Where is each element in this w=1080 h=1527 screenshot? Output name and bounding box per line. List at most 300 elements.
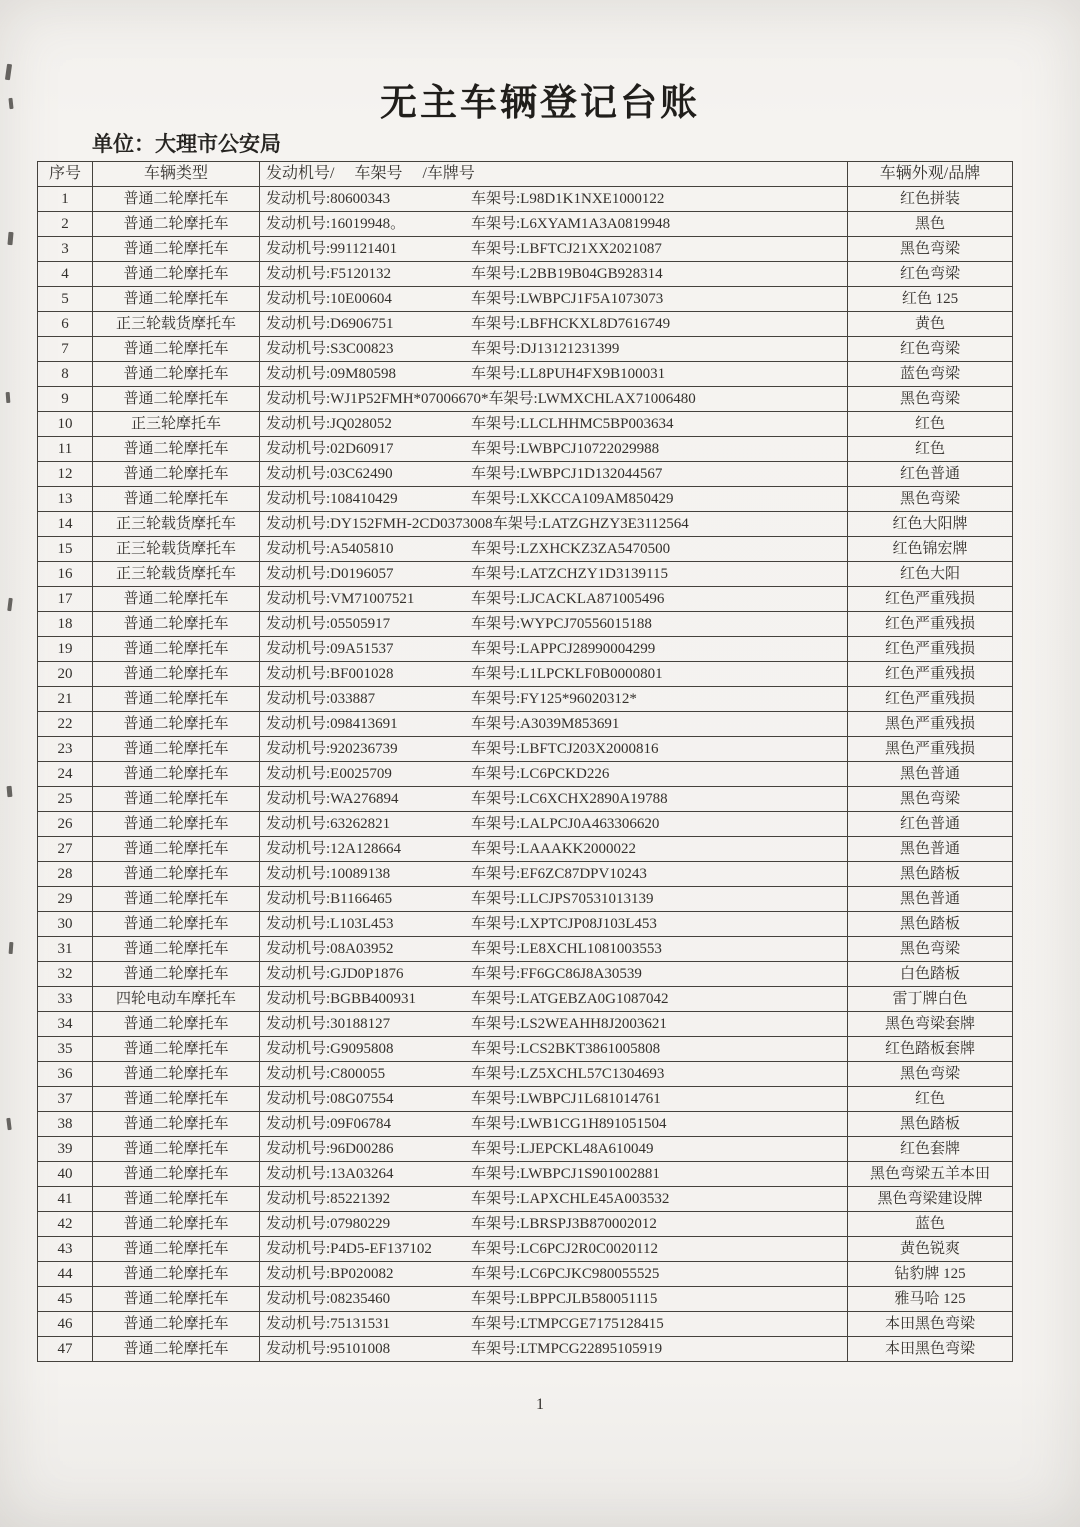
row-serial-number: 38 — [38, 1112, 93, 1137]
frame-number — [471, 716, 619, 733]
engine-prefix: 发动机号: — [266, 490, 331, 507]
engine-prefix: 发动机号: — [266, 340, 331, 357]
engine-prefix: 发动机号: — [266, 590, 331, 607]
engine-prefix: 发动机号: — [266, 390, 331, 407]
table-row — [38, 712, 1013, 737]
engine-prefix: 发动机号: — [266, 465, 331, 482]
engine-frame-cell — [260, 587, 848, 612]
engine-frame-cell — [260, 787, 848, 812]
frame-value: LWBPCJ1D132044567 — [520, 465, 663, 482]
frame-value: LBFTCJ203X2000816 — [520, 740, 659, 757]
vehicle-appearance: 红色严重残损 — [848, 612, 1013, 637]
table-row — [38, 1312, 1013, 1337]
engine-prefix: 发动机号: — [266, 1140, 331, 1157]
engine-number — [266, 416, 471, 433]
vehicle-appearance: 红色严重残损 — [848, 687, 1013, 712]
frame-prefix: 车架号: — [471, 715, 521, 732]
table-row — [38, 1162, 1013, 1187]
engine-number — [266, 1041, 471, 1058]
engine-prefix: 发动机号: — [266, 890, 331, 907]
frame-prefix: 车架号: — [471, 340, 521, 357]
vehicle-appearance: 红色大阳牌 — [848, 512, 1013, 537]
header-serial-number: 序号 — [38, 162, 93, 187]
engine-number — [266, 666, 471, 683]
engine-prefix: 发动机号: — [266, 1190, 331, 1207]
frame-number — [471, 966, 642, 983]
row-serial-number: 12 — [38, 462, 93, 487]
engine-frame-cell — [260, 1312, 848, 1337]
frame-value: DJ13121231399 — [520, 340, 620, 357]
frame-number — [471, 1216, 657, 1233]
frame-number — [489, 391, 696, 408]
frame-prefix: 车架号: — [471, 1215, 521, 1232]
engine-frame-cell — [260, 262, 848, 287]
engine-frame-cell — [260, 1112, 848, 1137]
vehicle-appearance: 白色踏板 — [848, 962, 1013, 987]
frame-value: LJEPCKL48A610049 — [520, 1140, 654, 1157]
engine-frame-cell — [260, 1287, 848, 1312]
frame-number — [471, 816, 659, 833]
engine-value: 08G07554 — [330, 1090, 394, 1107]
frame-number — [471, 241, 662, 258]
vehicle-appearance: 黑色弯梁 — [848, 937, 1013, 962]
frame-prefix: 车架号: — [471, 690, 521, 707]
engine-number — [266, 616, 471, 633]
row-serial-number: 32 — [38, 962, 93, 987]
row-serial-number: 31 — [38, 937, 93, 962]
frame-prefix: 车架号: — [471, 1015, 521, 1032]
frame-prefix: 车架号: — [471, 540, 521, 557]
vehicle-type: 普通二轮摩托车 — [93, 1337, 260, 1362]
engine-frame-cell — [260, 962, 848, 987]
vehicle-type: 普通二轮摩托车 — [93, 437, 260, 462]
row-serial-number: 26 — [38, 812, 93, 837]
frame-value: LAAAKK2000022 — [520, 840, 636, 857]
frame-number — [471, 1166, 660, 1183]
frame-prefix: 车架号: — [471, 190, 521, 207]
engine-number — [266, 791, 471, 808]
engine-frame-cell — [260, 887, 848, 912]
engine-number — [266, 741, 471, 758]
table-row — [38, 687, 1013, 712]
engine-frame-cell — [260, 1262, 848, 1287]
row-serial-number: 17 — [38, 587, 93, 612]
frame-prefix: 车架号: — [471, 1265, 521, 1282]
engine-prefix: 发动机号: — [266, 765, 331, 782]
frame-prefix: 车架号: — [488, 390, 538, 407]
engine-prefix: 发动机号: — [266, 665, 331, 682]
engine-value: 033887 — [330, 690, 376, 707]
engine-value: 098413691 — [330, 715, 398, 732]
engine-value: S3C00823 — [330, 340, 394, 357]
vehicle-appearance: 蓝色弯梁 — [848, 362, 1013, 387]
vehicle-type: 普通二轮摩托车 — [93, 362, 260, 387]
vehicle-appearance: 红色大阳 — [848, 562, 1013, 587]
frame-number — [471, 616, 652, 633]
engine-prefix: 发动机号: — [266, 940, 331, 957]
row-serial-number: 46 — [38, 1312, 93, 1337]
vehicle-appearance: 黑色普通 — [848, 762, 1013, 787]
frame-value: LWBPCJ10722029988 — [520, 440, 660, 457]
frame-prefix: 车架号: — [471, 1040, 521, 1057]
row-serial-number: 7 — [38, 337, 93, 362]
engine-number — [266, 391, 489, 408]
engine-frame-cell — [260, 812, 848, 837]
vehicle-type: 普通二轮摩托车 — [93, 212, 260, 237]
frame-value: LXKCCA109AM850429 — [520, 490, 674, 507]
frame-prefix: 车架号: — [471, 740, 521, 757]
row-serial-number: 2 — [38, 212, 93, 237]
engine-frame-cell — [260, 837, 848, 862]
engine-value: BF001028 — [330, 665, 394, 682]
engine-frame-cell — [260, 1012, 848, 1037]
vehicle-type: 普通二轮摩托车 — [93, 1112, 260, 1137]
page-title: 无主车辆登记台账 — [380, 83, 700, 124]
row-serial-number: 20 — [38, 662, 93, 687]
table-row — [38, 862, 1013, 887]
vehicle-appearance: 红色套牌 — [848, 1137, 1013, 1162]
frame-number — [471, 216, 670, 233]
frame-number — [471, 1116, 667, 1133]
frame-value: LWMXCHLAX71006480 — [537, 390, 696, 407]
engine-prefix: 发动机号: — [266, 990, 331, 1007]
engine-number — [266, 466, 471, 483]
engine-number — [266, 341, 471, 358]
engine-prefix: 发动机号: — [266, 790, 331, 807]
row-serial-number: 27 — [38, 837, 93, 862]
engine-prefix: 发动机号: — [266, 715, 331, 732]
engine-prefix: 发动机号: — [266, 290, 331, 307]
frame-value: LBFTCJ21XX2021087 — [520, 240, 662, 257]
engine-value: 02D60917 — [330, 440, 394, 457]
engine-frame-cell — [260, 437, 848, 462]
engine-number — [266, 841, 471, 858]
frame-value: LWBPCJ1F5A1073073 — [520, 290, 664, 307]
vehicle-type: 普通二轮摩托车 — [93, 812, 260, 837]
engine-frame-cell — [260, 1087, 848, 1112]
row-serial-number: 35 — [38, 1037, 93, 1062]
vehicle-type: 普通二轮摩托车 — [93, 1062, 260, 1087]
engine-value: C800055 — [330, 1065, 386, 1082]
engine-prefix: 发动机号: — [266, 1215, 331, 1232]
engine-number — [266, 316, 471, 333]
row-serial-number: 47 — [38, 1337, 93, 1362]
frame-value: LZXHCKZ3ZA5470500 — [520, 540, 671, 557]
vehicle-type: 普通二轮摩托车 — [93, 1087, 260, 1112]
frame-number — [471, 566, 668, 583]
row-serial-number: 22 — [38, 712, 93, 737]
vehicle-type: 普通二轮摩托车 — [93, 1137, 260, 1162]
frame-number — [471, 1016, 667, 1033]
engine-number — [266, 991, 471, 1008]
vehicle-appearance: 黑色 — [848, 212, 1013, 237]
engine-value: 08A03952 — [330, 940, 394, 957]
engine-frame-cell — [260, 212, 848, 237]
row-serial-number: 28 — [38, 862, 93, 887]
vehicle-type: 普通二轮摩托车 — [93, 337, 260, 362]
frame-value: LATZGHZY3E3112564 — [541, 515, 689, 532]
table-row — [38, 437, 1013, 462]
engine-value: DY152FMH-2CD0373008 — [330, 515, 493, 532]
engine-value: F5120132 — [330, 265, 392, 282]
engine-number — [266, 1091, 471, 1108]
frame-number — [471, 341, 619, 358]
engine-number — [266, 641, 471, 658]
engine-prefix: 发动机号: — [266, 1040, 331, 1057]
frame-value: FF6GC86J8A30539 — [520, 965, 642, 982]
engine-value: 09A51537 — [330, 640, 394, 657]
frame-prefix: 车架号: — [471, 215, 521, 232]
engine-value: G9095808 — [330, 1040, 394, 1057]
engine-prefix: 发动机号: — [266, 615, 331, 632]
frame-value: LTMPCGE7175128415 — [520, 1315, 664, 1332]
row-serial-number: 6 — [38, 312, 93, 337]
unit-label: 单位：大理市公安局 — [92, 132, 281, 156]
engine-number — [266, 291, 471, 308]
frame-number — [471, 791, 668, 808]
engine-number — [266, 691, 471, 708]
engine-number — [266, 241, 471, 258]
engine-prefix: 发动机号: — [266, 415, 331, 432]
frame-value: L98D1K1NXE1000122 — [520, 190, 665, 207]
engine-frame-cell — [260, 1337, 848, 1362]
vehicle-appearance: 黑色弯梁套牌 — [848, 1012, 1013, 1037]
frame-number — [471, 191, 664, 208]
engine-number — [266, 766, 471, 783]
engine-value: B1166465 — [330, 890, 393, 907]
row-serial-number: 34 — [38, 1012, 93, 1037]
header-engine-frame-plate: 发动机号/ 车架号 /车牌号 — [260, 162, 848, 187]
engine-number — [266, 916, 471, 933]
engine-prefix: 发动机号: — [266, 1240, 331, 1257]
vehicle-type: 普通二轮摩托车 — [93, 912, 260, 937]
engine-value: JQ028052 — [330, 415, 392, 432]
engine-prefix: 发动机号: — [266, 1165, 331, 1182]
frame-prefix: 车架号: — [471, 865, 521, 882]
row-serial-number: 43 — [38, 1237, 93, 1262]
frame-number — [471, 1066, 664, 1083]
frame-number — [493, 516, 689, 533]
frame-prefix: 车架号: — [471, 890, 521, 907]
engine-prefix: 发动机号: — [266, 440, 331, 457]
engine-frame-cell — [260, 387, 848, 412]
frame-prefix: 车架号: — [471, 290, 521, 307]
engine-value: 96D00286 — [330, 1140, 394, 1157]
frame-prefix: 车架号: — [471, 1090, 521, 1107]
row-serial-number: 44 — [38, 1262, 93, 1287]
row-serial-number: 41 — [38, 1187, 93, 1212]
scan-artifact — [7, 232, 13, 245]
vehicle-appearance: 黑色弯梁建设牌 — [848, 1187, 1013, 1212]
engine-number — [266, 1116, 471, 1133]
engine-number — [266, 716, 471, 733]
engine-prefix: 发动机号: — [266, 1090, 331, 1107]
frame-value: LTMPCG22895105919 — [520, 1340, 663, 1357]
engine-value: 08235460 — [330, 1290, 391, 1307]
vehicle-appearance: 本田黑色弯梁 — [848, 1312, 1013, 1337]
vehicle-type: 普通二轮摩托车 — [93, 1187, 260, 1212]
vehicle-type: 普通二轮摩托车 — [93, 1012, 260, 1037]
engine-value: 85221392 — [330, 1190, 391, 1207]
frame-number — [471, 1041, 660, 1058]
frame-number — [471, 1341, 662, 1358]
engine-frame-cell — [260, 1137, 848, 1162]
frame-prefix: 车架号: — [471, 990, 521, 1007]
engine-number — [266, 1016, 471, 1033]
table-row — [38, 362, 1013, 387]
engine-value: L103L453 — [330, 915, 394, 932]
engine-prefix: 发动机号: — [266, 315, 331, 332]
engine-frame-cell — [260, 737, 848, 762]
frame-number — [471, 941, 662, 958]
engine-frame-cell — [260, 462, 848, 487]
engine-prefix: 发动机号: — [266, 1340, 331, 1357]
frame-prefix: 车架号: — [471, 1165, 521, 1182]
engine-value: 95101008 — [330, 1340, 391, 1357]
table-row — [38, 1237, 1013, 1262]
row-serial-number: 30 — [38, 912, 93, 937]
engine-frame-cell — [260, 362, 848, 387]
row-serial-number: 25 — [38, 787, 93, 812]
row-serial-number: 5 — [38, 287, 93, 312]
table-row — [38, 887, 1013, 912]
frame-number — [471, 1091, 661, 1108]
vehicle-type: 正三轮载货摩托车 — [93, 537, 260, 562]
frame-number — [471, 916, 657, 933]
table-row — [38, 1062, 1013, 1087]
engine-value: 16019948。 — [330, 215, 406, 232]
engine-prefix: 发动机号: — [266, 215, 331, 232]
frame-prefix: 车架号: — [471, 490, 521, 507]
table-row — [38, 337, 1013, 362]
engine-value: A5405810 — [330, 540, 394, 557]
table-row — [38, 237, 1013, 262]
frame-prefix: 车架号: — [471, 915, 521, 932]
engine-prefix: 发动机号: — [266, 865, 331, 882]
engine-prefix: 发动机号: — [266, 515, 331, 532]
frame-prefix: 车架号: — [471, 965, 521, 982]
vehicle-type: 正三轮载货摩托车 — [93, 312, 260, 337]
vehicle-appearance: 黄色锐爽 — [848, 1237, 1013, 1262]
vehicle-type: 普通二轮摩托车 — [93, 587, 260, 612]
vehicle-type: 普通二轮摩托车 — [93, 637, 260, 662]
vehicle-appearance: 黑色普通 — [848, 837, 1013, 862]
engine-prefix: 发动机号: — [266, 640, 331, 657]
frame-number — [471, 766, 609, 783]
engine-value: 05505917 — [330, 615, 391, 632]
engine-prefix: 发动机号: — [266, 1265, 331, 1282]
row-serial-number: 40 — [38, 1162, 93, 1187]
frame-prefix: 车架号: — [471, 1315, 521, 1332]
frame-prefix: 车架号: — [471, 365, 521, 382]
vehicle-appearance: 红色 — [848, 1087, 1013, 1112]
engine-frame-cell — [260, 1162, 848, 1187]
engine-prefix: 发动机号: — [266, 690, 331, 707]
engine-frame-cell — [260, 312, 848, 337]
frame-value: FY125*96020312* — [520, 690, 637, 707]
frame-number — [471, 541, 670, 558]
engine-value: E0025709 — [330, 765, 392, 782]
vehicle-appearance: 蓝色 — [848, 1212, 1013, 1237]
engine-number — [266, 216, 471, 233]
frame-prefix: 车架号: — [471, 1240, 521, 1257]
table-row — [38, 1262, 1013, 1287]
frame-number — [471, 1291, 657, 1308]
engine-number — [266, 1241, 471, 1258]
frame-number — [471, 1191, 669, 1208]
frame-value: L2BB19B04GB928314 — [520, 265, 663, 282]
engine-frame-cell — [260, 1212, 848, 1237]
frame-number — [471, 291, 663, 308]
vehicle-type: 普通二轮摩托车 — [93, 1262, 260, 1287]
engine-prefix: 发动机号: — [266, 540, 331, 557]
frame-prefix: 车架号: — [471, 765, 521, 782]
engine-value: 920236739 — [330, 740, 398, 757]
frame-number — [471, 841, 636, 858]
table-row — [38, 1112, 1013, 1137]
engine-prefix: 发动机号: — [266, 965, 331, 982]
table-row — [38, 487, 1013, 512]
table-row — [38, 212, 1013, 237]
engine-number — [266, 1066, 471, 1083]
vehicle-type: 普通二轮摩托车 — [93, 262, 260, 287]
header-appearance-brand: 车辆外观/品牌 — [848, 162, 1013, 187]
engine-number — [266, 941, 471, 958]
engine-frame-cell — [260, 537, 848, 562]
row-serial-number: 14 — [38, 512, 93, 537]
vehicle-appearance: 红色踏板套牌 — [848, 1037, 1013, 1062]
vehicle-type: 普通二轮摩托车 — [93, 612, 260, 637]
frame-prefix: 车架号: — [471, 565, 521, 582]
row-serial-number: 21 — [38, 687, 93, 712]
engine-value: VM71007521 — [330, 590, 415, 607]
frame-value: EF6ZC87DPV10243 — [520, 865, 647, 882]
row-serial-number: 42 — [38, 1212, 93, 1237]
engine-number — [266, 816, 471, 833]
vehicle-appearance: 黄色 — [848, 312, 1013, 337]
table-row — [38, 1212, 1013, 1237]
table-row — [38, 837, 1013, 862]
engine-number — [266, 866, 471, 883]
engine-prefix: 发动机号: — [266, 1315, 331, 1332]
vehicle-appearance: 红色拼装 — [848, 187, 1013, 212]
scan-artifact — [6, 1118, 11, 1130]
table-row — [38, 1037, 1013, 1062]
row-serial-number: 33 — [38, 987, 93, 1012]
frame-prefix: 车架号: — [471, 940, 521, 957]
engine-value: 09M80598 — [330, 365, 397, 382]
engine-value: WA276894 — [330, 790, 399, 807]
row-serial-number: 39 — [38, 1137, 93, 1162]
frame-number — [471, 316, 670, 333]
frame-value: LS2WEAHH8J2003621 — [520, 1015, 667, 1032]
frame-prefix: 车架号: — [471, 790, 521, 807]
engine-prefix: 发动机号: — [266, 740, 331, 757]
frame-number — [471, 1241, 658, 1258]
vehicle-appearance: 黑色弯梁五羊本田 — [848, 1162, 1013, 1187]
row-serial-number: 45 — [38, 1287, 93, 1312]
table-row — [38, 1187, 1013, 1212]
vehicle-appearance: 本田黑色弯梁 — [848, 1337, 1013, 1362]
frame-prefix: 车架号: — [471, 315, 521, 332]
engine-frame-cell — [260, 1237, 848, 1262]
engine-value: 03C62490 — [330, 465, 393, 482]
table-row — [38, 537, 1013, 562]
frame-prefix: 车架号: — [471, 1065, 521, 1082]
frame-value: LBRSPJ3B870002012 — [520, 1215, 657, 1232]
vehicle-appearance: 红色普通 — [848, 812, 1013, 837]
frame-prefix: 车架号: — [471, 240, 521, 257]
